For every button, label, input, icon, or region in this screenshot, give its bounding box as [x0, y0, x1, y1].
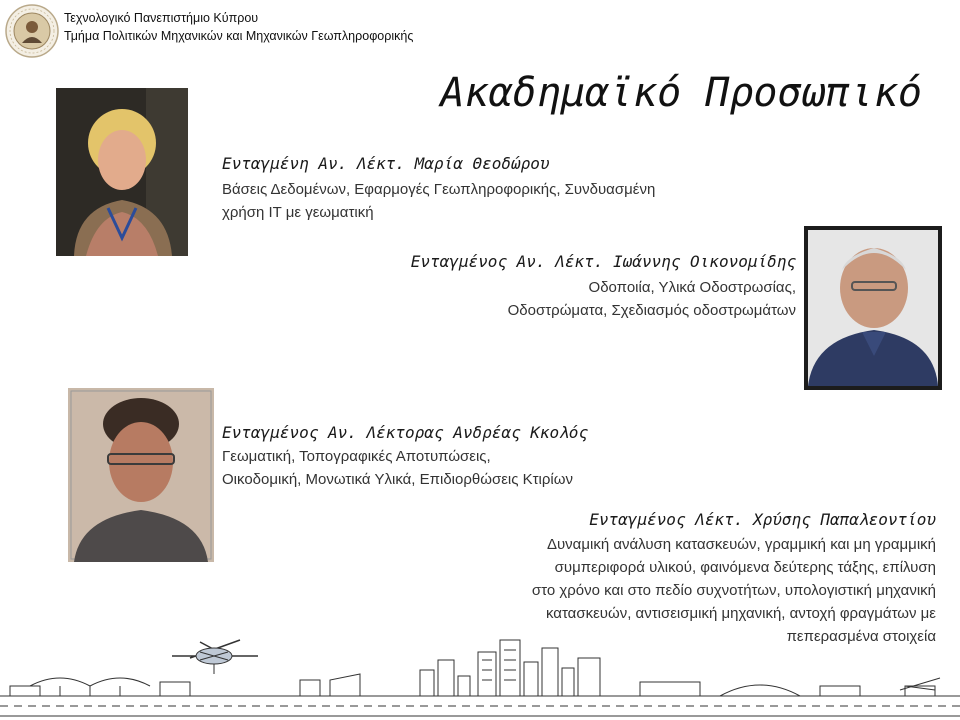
description-line: Οικοδομική, Μονωτικά Υλικά, Επιδιορθώσεις Κτιρίων: [222, 471, 573, 488]
university-name: Τεχνολογικό Πανεπιστήμιο Κύπρου: [64, 11, 259, 25]
description-line: συμπεριφορά υλικού, φαινόμενα δεύτερης τάξης, επίλυση: [554, 559, 936, 576]
description-line: Οδοποιία, Υλικά Οδοστρωσίας,: [588, 279, 796, 296]
staff-name: Ενταγμένος Αν. Λέκτ. Ιωάννης Οικονομίδης: [410, 252, 796, 271]
staff-name: Ενταγμένη Αν. Λέκτ. Μαρία Θεοδώρου: [222, 154, 550, 173]
portrait-photo: [804, 226, 942, 390]
staff-name: Ενταγμένος Αν. Λέκτορας Ανδρέας Κκολός: [222, 423, 589, 442]
description-line: κατασκευών, αντισεισμική μηχανική, αντοχή φραγμάτων με: [545, 605, 936, 622]
staff-description: [222, 445, 573, 491]
description-line: Βάσεις Δεδομένων, Εφαρμογές Γεωπληροφορικής, Συνδυασμένη: [222, 181, 656, 198]
portrait-photo: [68, 388, 214, 562]
satellite-icon: [172, 640, 258, 674]
university-seal-icon: [4, 3, 60, 59]
description-line: Γεωματική, Τοπογραφικές Αποτυπώσεις,: [222, 448, 491, 465]
description-line: χρήση IT με γεωματική: [222, 204, 374, 221]
staff-name: Ενταγμένος Λέκτ. Χρύσης Παπαλεοντίου: [589, 510, 936, 529]
staff-description: [508, 276, 796, 322]
description-line: πεπερασμένα στοιχεία: [786, 628, 936, 645]
staff-description: [222, 178, 655, 224]
department-name: Τμήμα Πολιτικών Μηχανικών και Μηχανικών Γεωπληροφορικής: [64, 29, 414, 43]
engineering-skyline-illustration: [0, 630, 960, 720]
description-line: στο χρόνο και στο πεδίο συχνοτήτων, υπολογιστική μηχανική: [531, 582, 936, 599]
description-line: Δυναμική ανάλυση κατασκευών, γραμμική και μη γραμμική: [546, 536, 936, 553]
portrait-photo: [56, 88, 188, 256]
description-line: Οδοστρώματα, Σχεδιασμός οδοστρωμάτων: [507, 302, 796, 319]
page-title: Ακαδημαϊκό Προσωπικό: [440, 70, 922, 116]
